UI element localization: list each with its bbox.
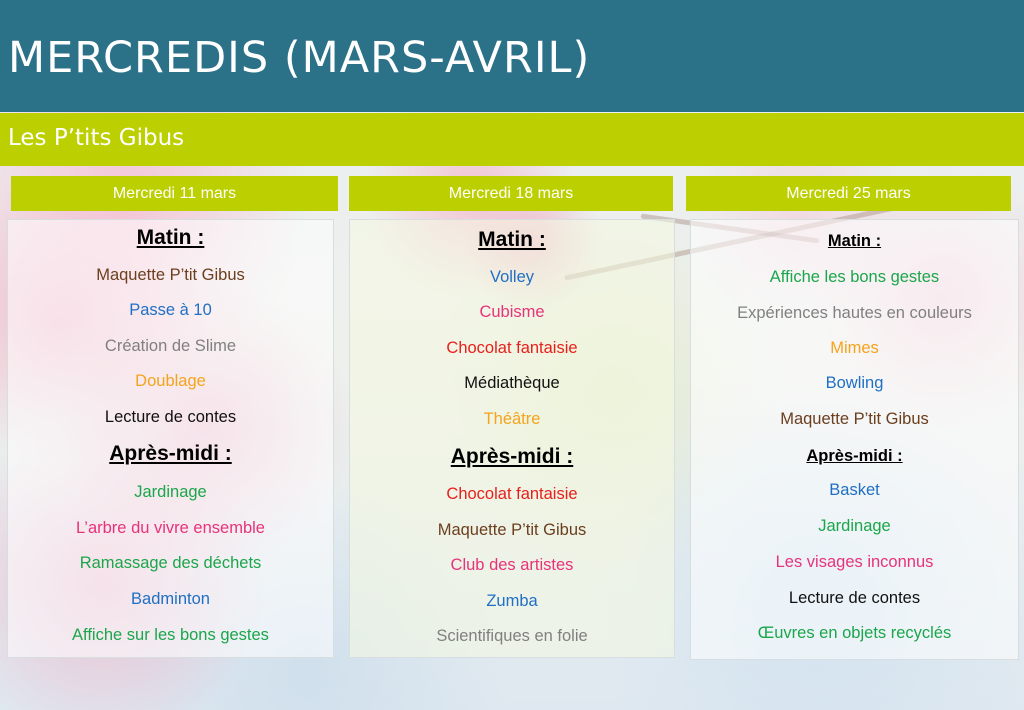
activity-item: Volley: [489, 268, 535, 286]
activity-item: Théâtre: [483, 410, 541, 428]
morning-heading: Matin :: [827, 232, 882, 250]
activity-item: Lecture de contes: [104, 408, 237, 426]
activity-item: Création de Slime: [104, 337, 237, 355]
activity-item: Expériences hautes en couleurs: [737, 304, 972, 322]
schedule-box-1: [7, 219, 334, 658]
page-subtitle: Les P’tits Gibus: [8, 125, 185, 151]
activity-item: Les visages inconnus: [775, 553, 934, 571]
activity-item: Mimes: [830, 339, 879, 357]
activity-item: Jardinage: [134, 483, 207, 501]
activity-item: Maquette P’tit Gibus: [96, 266, 245, 284]
afternoon-heading: Après-midi :: [450, 445, 574, 468]
subtitle-banner: [0, 113, 1024, 166]
activity-item: Bowling: [825, 374, 884, 392]
date-label: Mercredi 25 mars: [786, 185, 911, 202]
date-label: Mercredi 18 mars: [448, 185, 574, 202]
activity-item: Passe à 10: [129, 301, 212, 319]
activity-item: Œuvres en objets recyclés: [757, 624, 952, 642]
afternoon-heading: Après-midi :: [806, 447, 903, 465]
morning-heading: Matin :: [478, 228, 546, 251]
activity-item: Affiche sur les bons gestes: [72, 626, 269, 644]
date-header-2: [349, 176, 673, 211]
activity-item: L’arbre du vivre ensemble: [76, 519, 265, 537]
activity-item: Ramassage des déchets: [79, 554, 262, 572]
activity-item: Doublage: [135, 372, 206, 390]
schedule-box-3: [690, 219, 1019, 660]
activity-item: Zumba: [486, 592, 538, 610]
page-title: MERCREDIS (MARS-AVRIL): [8, 33, 591, 83]
activity-item: Lecture de contes: [788, 589, 921, 607]
activity-item: Cubisme: [479, 303, 545, 321]
date-label: Mercredi 11 mars: [112, 185, 237, 202]
activity-item: Scientifiques en folie: [436, 627, 588, 645]
activity-item: Maquette P’tit Gibus: [780, 410, 929, 428]
date-header-1: [11, 176, 338, 211]
activity-item: Jardinage: [818, 517, 891, 535]
activity-item: Médiathèque: [464, 374, 560, 392]
activity-item: Maquette P’tit Gibus: [437, 521, 587, 539]
activity-item: Affiche les bons gestes: [769, 268, 940, 286]
afternoon-heading: Après-midi :: [109, 442, 232, 465]
activity-item: Chocolat fantaisie: [446, 485, 578, 503]
activity-item: Chocolat fantaisie: [446, 339, 578, 357]
activity-item: Basket: [829, 481, 880, 499]
activity-item: Badminton: [131, 590, 210, 608]
activity-item: Club des artistes: [450, 556, 574, 574]
date-header-3: [686, 176, 1011, 211]
morning-heading: Matin :: [136, 226, 205, 249]
title-banner: [0, 0, 1024, 112]
schedule-box-2: [349, 219, 675, 658]
